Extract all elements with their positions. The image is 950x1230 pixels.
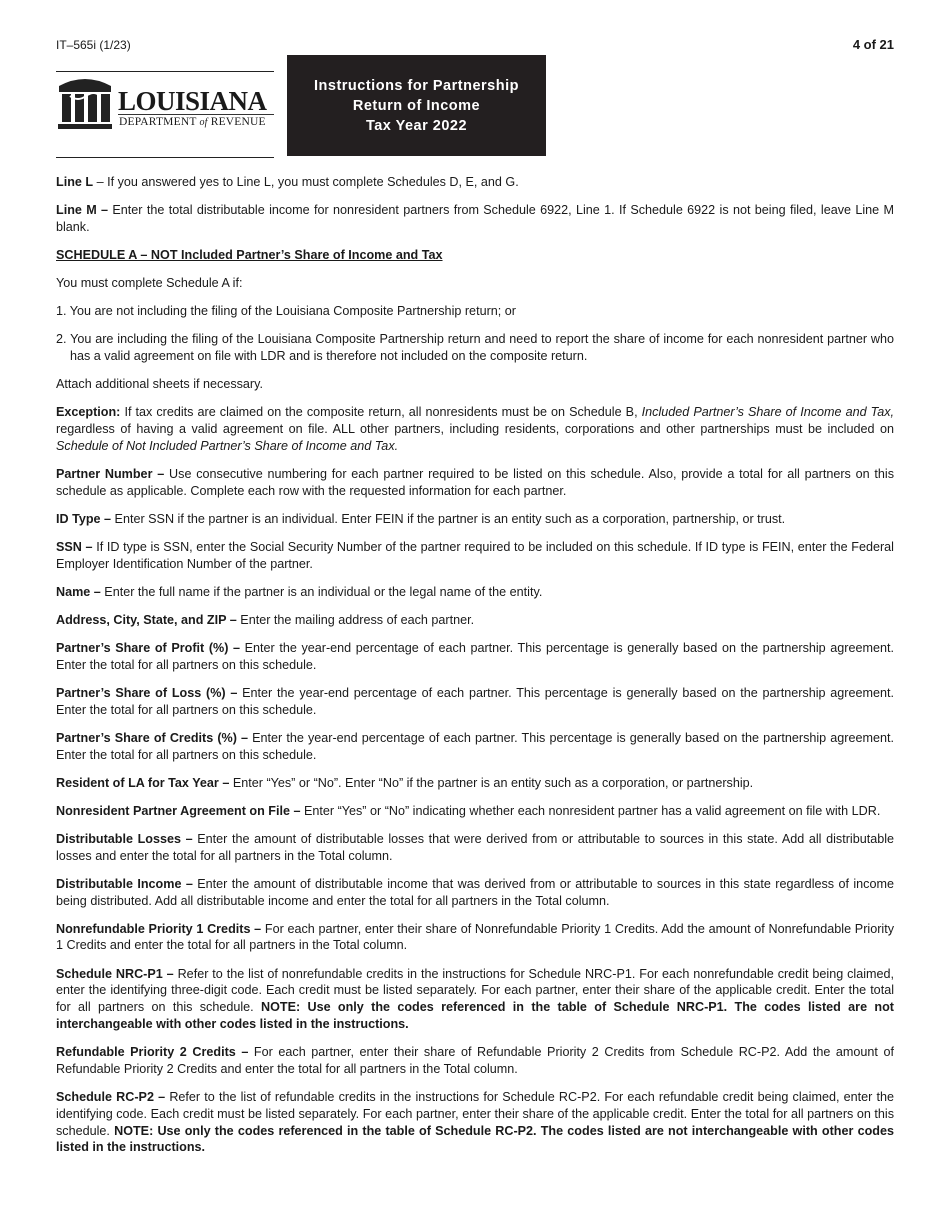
ssn-paragraph: SSN – If ID type is SSN, enter the Social Security Number of the partner required to be included on this schedule. If ID type is FEIN, enter the Federal Employer Identification Number of the partner.	[56, 539, 894, 571]
must-complete-text: You must complete Schedule A if:	[56, 276, 243, 291]
income-paragraph: Distributable Income – Enter the amount of distributable income that was derived from or attributable to sources in this state regardless of income being distributed. Add all distributable income and enter the total for all partners in the Total column.	[56, 876, 894, 908]
ldr-logo	[56, 71, 274, 158]
profit-paragraph: Partner’s Share of Profit (%) – Enter the year-end percentage of each partner. This percentage is generally based on the partnership agreement. Enter the total for all partners on this schedule.	[56, 641, 895, 672]
logo-divider	[118, 114, 274, 115]
resident-paragraph: Resident of LA for Tax Year – Enter “Yes” or “No”. Enter “No” if the partner is an entity such as a corporation, or partnership.	[56, 775, 754, 790]
schedule-a-heading: SCHEDULE A – NOT Included Partner’s Share of Income and Tax	[56, 247, 443, 262]
line-l-paragraph: Line L – If you answered yes to Line L, you must complete Schedules D, E, and G.	[56, 175, 519, 189]
partner-number-paragraph: Partner Number – Use consecutive numbering for each partner required to be listed on this schedule. Also, provide a total for all partners on this schedule as applicable. Complete each row with the requested information for each partner.	[56, 466, 894, 498]
attach-note: Attach additional sheets if necessary.	[56, 377, 263, 392]
instructions-body	[56, 174, 894, 1167]
pelican-columns-icon	[56, 76, 114, 134]
title-line: Instructions for Partnership	[314, 77, 519, 94]
agreement-paragraph: Nonresident Partner Agreement on File – Enter “Yes” or “No” indicating whether each nonresident partner has a valid agreement on file with LDR.	[56, 803, 881, 818]
address-paragraph: Address, City, State, and ZIP – Enter the mailing address of each partner.	[56, 612, 475, 627]
logo-wordmark: LOUISIANA	[118, 86, 267, 116]
document-title	[287, 55, 546, 156]
losses-paragraph: Distributable Losses – Enter the amount of distributable losses that were derived from or attributable to sources in this state. Add all distributable losses and enter the total for all partners in the Total column.	[56, 831, 895, 863]
id-type-paragraph: ID Type – Enter SSN if the partner is an individual. Enter FEIN if the partner is an entity such as a corporation, partnership, or trust.	[56, 511, 786, 526]
form-id: IT–565i (1/23)	[56, 38, 131, 52]
credits-paragraph: Partner’s Share of Credits (%) – Enter the year-end percentage of each partner. This percentage is generally based on the partnership agreement. Enter the total for all partners on this schedule.	[56, 730, 894, 762]
title-line: Return of Income	[352, 97, 481, 114]
title-line: Tax Year 2022	[365, 117, 468, 134]
refundable-paragraph: Refundable Priority 2 Credits – For each partner, enter their share of Refundable Priority 2 Credits from Schedule RC-P2. Add the amount of Refundable Priority 2 Credits and enter the total for all partners in the Total column.	[56, 1045, 895, 1076]
name-paragraph: Name – Enter the full name if the partner is an individual or the legal name of the entity.	[56, 584, 543, 599]
line-m-paragraph: Line M – Enter the total distributable income for nonresident partners from Schedule 6922, Line 1. If Schedule 6922 is not being filed, leave Line M blank.	[56, 203, 894, 234]
rc-p2-paragraph: Schedule RC-P2 – Refer to the list of refundable credits in the instructions for Schedule RC-P2. For each refundable credit being claimed, enter the identifying code. Each credit must be listed separately. For each partner, enter their share of the applicable credit. Enter the total for all partners on this schedule. NOTE: Use only the codes referenced in the table of Schedule RC-P2. The codes listed are not interchangeable with other codes listed in the instructions.	[56, 1089, 895, 1155]
nrc-p1-paragraph: Schedule NRC-P1 – Refer to the list of nonrefundable credits in the instructions for Schedule NRC-P1. For each nonrefundable credit being claimed, enter the identifying three-digit code. Each credit must be listed separately. For each partner, enter their share of the applicable credit. Enter the total for all partners on this schedule. NOTE: Use only the codes referenced in the table of Schedule NRC-P1. The codes listed are not interchangeable with other codes listed in the instructions.	[56, 966, 894, 1031]
logo-subtitle: DEPARTMENT of REVENUE	[119, 116, 266, 128]
nonrefundable-paragraph: Nonrefundable Priority 1 Credits – For each partner, enter their share of Nonrefundable Priority 1 Credits. Add the amount of Nonrefundable Priority 1 Credits and enter the total for all partners in the Total column.	[56, 921, 894, 953]
list-item: 1. You are not including the filing of the Louisiana Composite Partnership return; or	[56, 304, 516, 319]
list-item: 2. You are including the filing of the Louisiana Composite Partnership return and need to report the share of income for each nonresident partner who has a valid agreement on file with LDR and is therefore not included on the composite return.	[56, 332, 894, 364]
exception-paragraph: Exception: If tax credits are claimed on the composite return, all nonresidents must be on Schedule B, Included Partner’s Share of Income and Tax, regardless of having a valid agreement on file. ALL other partners, including residents, corporations and other partnerships must be included on Schedule of Not Included Partner’s Share of Income and Tax.	[56, 405, 895, 453]
page-number: 4 of 21	[852, 37, 894, 52]
loss-paragraph: Partner’s Share of Loss (%) – Enter the year-end percentage of each partner. This percentage is generally based on the partnership agreement. Enter the total for all partners on this schedule.	[56, 685, 895, 717]
